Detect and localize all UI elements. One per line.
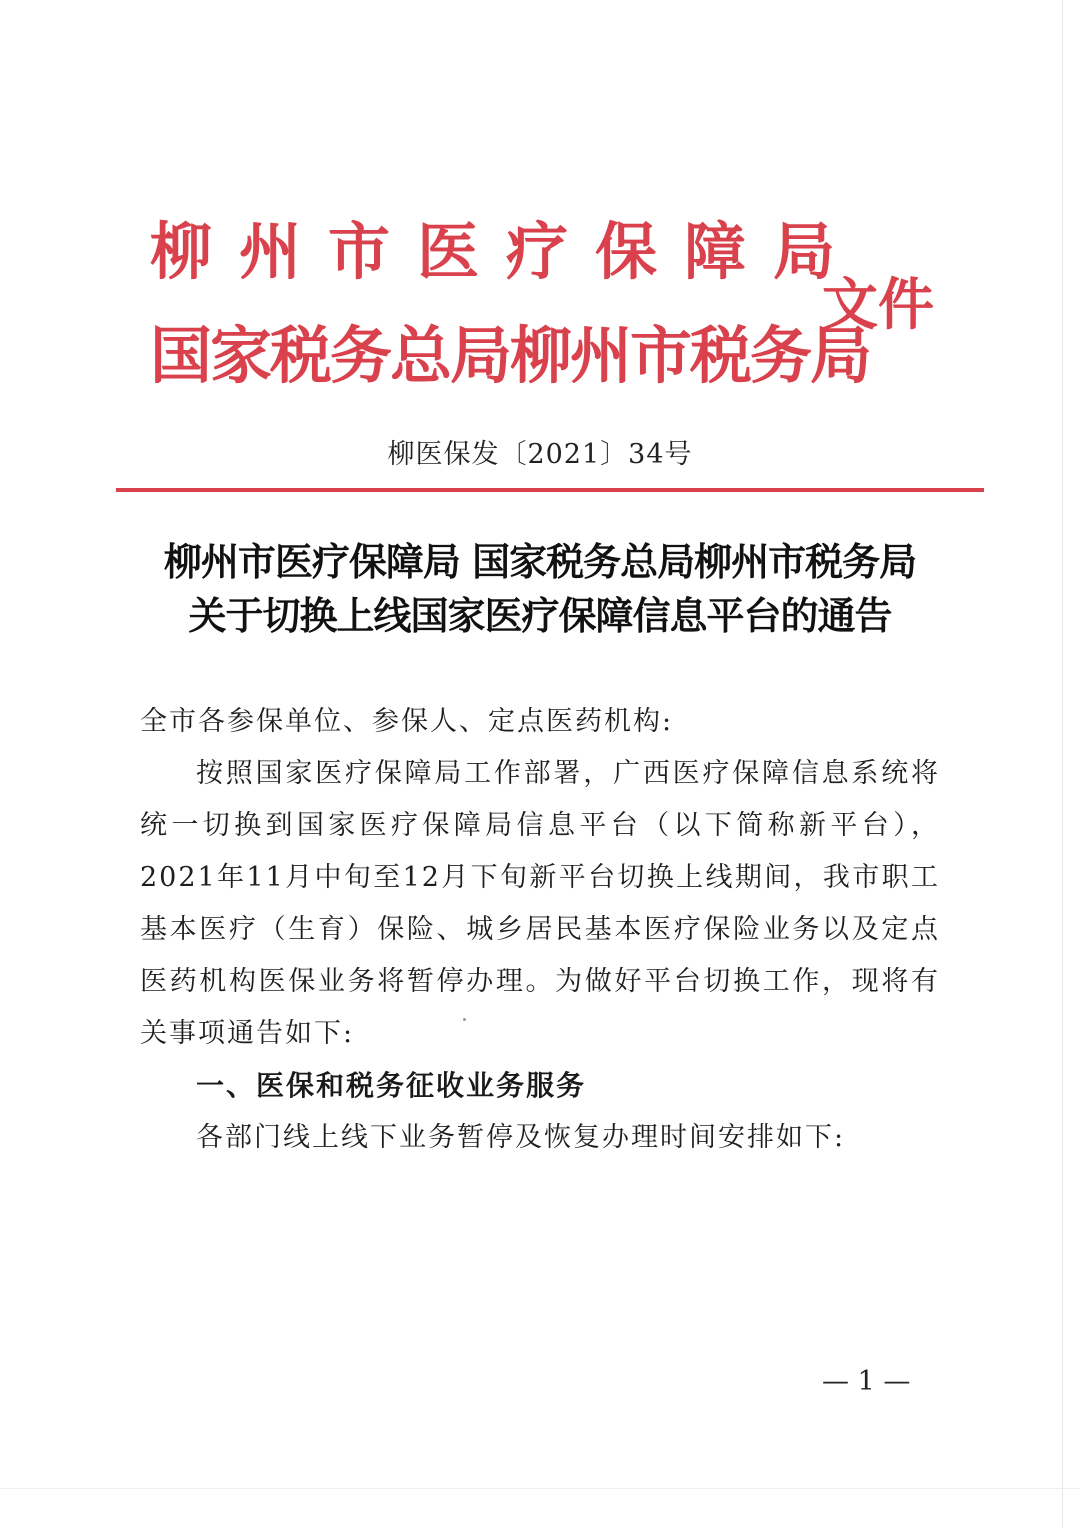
agency-name-tax-bureau: 国家税务总局柳州市税务局 <box>150 319 871 392</box>
document-title-line-2: 关于切换上线国家医疗保障信息平台的通告 <box>188 593 892 638</box>
document-title-line-1: 柳州市医疗保障局 国家税务总局柳州市税务局 <box>163 539 917 584</box>
body-paragraph: 按照国家医疗保障局工作部署，广西医疗保障信息系统将统一切换到国家医疗保障局信息平台（以下简称新平台），2021年11月中旬至12月下旬新平台切换上线期间，我市职工基本医疗（生育）保险、城乡居民基本医疗保险业务以及定点医药机构医保业务将暂停办理。为做好平台切换工作，现将有关事项通告如下: <box>140 758 940 1049</box>
scan-edge-line-bottom <box>0 1488 1080 1489</box>
section-heading: 一、医保和税务征收业务服务 <box>196 1069 587 1102</box>
scan-edge-line <box>1062 0 1063 1528</box>
section-intro: 各部门线上线下业务暂停及恢复办理时间安排如下: <box>196 1122 846 1153</box>
document-number: 柳医保发〔2021〕34号 <box>387 439 693 470</box>
salutation: 全市各参保单位、参保人、定点医药机构: <box>140 706 674 737</box>
agency-name-medical-security: 柳州市医疗保障局 <box>150 215 863 288</box>
red-divider-line <box>116 488 984 492</box>
page-number: — 1 — <box>822 1366 911 1397</box>
document-type-label: 文件 <box>822 272 934 338</box>
scan-speck <box>463 1018 466 1021</box>
